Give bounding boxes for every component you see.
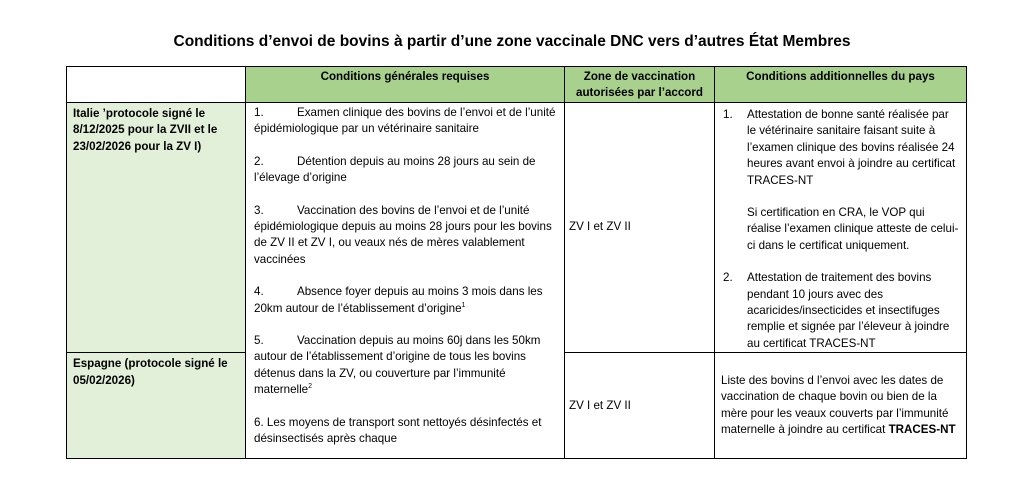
footnote-marker-2: 2 <box>308 383 313 391</box>
additional-item-2: 2. Attestation de traitement des bovins pendant 10 jours avec des acaricides/insecticides et insectifuges remplie et signée par l’éleveur à joindre au certificat TRACES-NT <box>723 271 950 350</box>
traces-nt-label: TRACES-NT <box>888 423 956 437</box>
general-condition-2: 2. Détention depuis au moins 28 jours au sein de l’élevage d’origine <box>254 154 536 185</box>
header-vaccination-zone <box>565 67 715 103</box>
country-italie: Italie ’protocole signé le 8/12/2025 pour la ZVII et le 23/02/2026 pour la ZV I) <box>67 103 246 353</box>
general-condition-6: 6. Les moyens de transport sont nettoyés désinfectés et désinsectisés après chaque <box>254 415 542 446</box>
general-condition-4: 4. Absence foyer depuis au moins 3 mois dans les 20km autour de l’établissement d’origine$^1$ <box>254 285 543 315</box>
general-condition-5: 5. Vaccination depuis au moins 60j dans les 50km autour de l’établissement d’origine de tous les bovins détenus dans la ZV, ou couverture par l’immunité maternelle$^2$ <box>254 334 541 397</box>
country-espagne: Espagne (protocole signé le 05/02/2026) <box>67 353 246 459</box>
header-additional-conditions: Conditions additionnelles du pays <box>715 67 967 103</box>
header-row <box>67 67 967 103</box>
additional-item-1-note: Si certification en CRA, le VOP qui réalise l’examen clinique atteste de celui-ci dans le certificat uniquement. <box>747 206 959 252</box>
additional-item-1: 1. Attestation de bonne santé réalisée par le vétérinaire sanitaire faisant suite à l’examen clinique des bovins réalisée 24 heures avant envoi à joindre au certificat TRACES-NT <box>723 108 956 187</box>
table-row-italie <box>67 103 967 353</box>
page-title: Conditions d’envoi de bovins à partir d’une zone vaccinale DNC vers d’autres État Membres <box>173 33 851 50</box>
additional-conditions-italie <box>715 103 967 353</box>
general-condition-3: 3. Vaccination des bovins de l’envoi et de l’unité épidémiologique depuis au moins 28 jours pour les bovins de ZV II et ZV I, ou veaux nés de mères valablement vaccinées <box>254 203 552 266</box>
header-general-conditions: Conditions générales requises <box>246 67 565 103</box>
zone-italie: ZV I et ZV II <box>565 103 715 353</box>
conditions-table <box>66 66 967 459</box>
header-zone-line1: Zone de vaccination <box>583 70 696 83</box>
general-condition-1: 1. Examen clinique des bovins de l’envoi et de l’unité épidémiologique par un vétérinaire sanitaire <box>254 106 556 136</box>
footnote-marker-1: 1 <box>461 301 466 309</box>
general-conditions-cell <box>246 103 565 459</box>
header-empty-cell <box>67 67 246 103</box>
header-zone-line2: autorisées par l’accord <box>576 86 703 100</box>
zone-espagne: ZV I et ZV II <box>565 353 715 459</box>
additional-conditions-espagne: Liste des bovins d l’envoi avec les dates de vaccination de chaque bovin ou bien de la mère pour les veaux couverts par l’immunité maternelle à joindre au certificat TRACES-NT <box>715 353 967 459</box>
